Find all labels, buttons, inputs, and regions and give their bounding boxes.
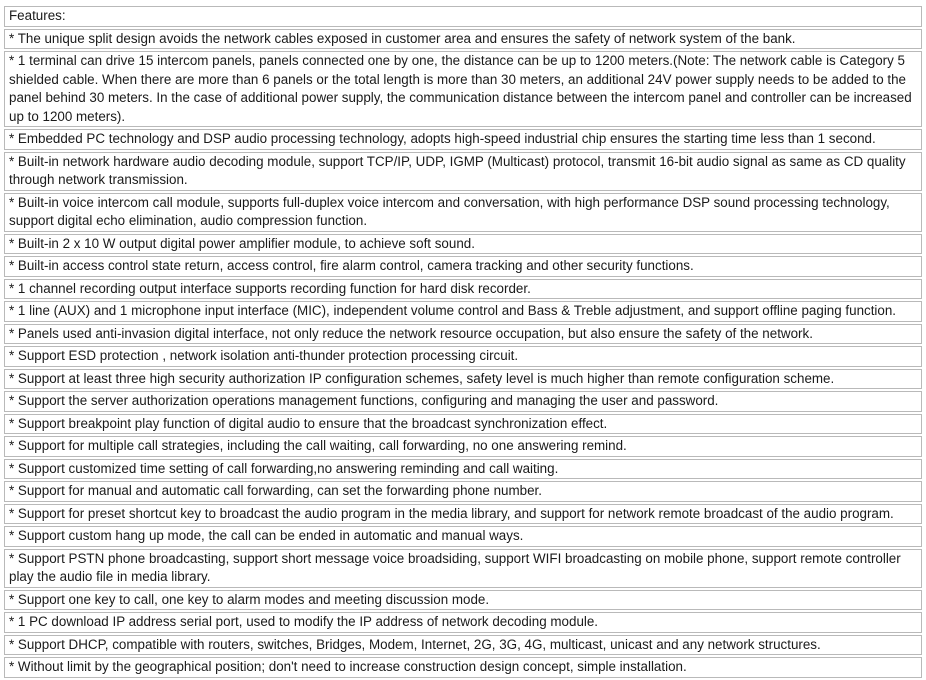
table-row — [4, 436, 922, 457]
feature-cell: * Support customized time setting of call forwarding,no answering reminding and call waiting. — [4, 459, 922, 480]
table-row — [4, 657, 922, 678]
table-row — [4, 324, 922, 345]
feature-cell: * Embedded PC technology and DSP audio processing technology, adopts high-speed industrial chip ensures the starting time less than 1 second. — [4, 129, 922, 150]
feature-cell: * Panels used anti-invasion digital interface, not only reduce the network resource occupation, but also ensure the safety of the network. — [4, 324, 922, 345]
feature-cell: * Support at least three high security authorization IP configuration schemes, safety level is much higher than remote configuration scheme. — [4, 369, 922, 390]
features-heading: Features: — [4, 6, 922, 27]
table-row — [4, 152, 922, 191]
table-row — [4, 301, 922, 322]
feature-cell: * Support PSTN phone broadcasting, support short message voice broadsiding, support WIFI broadcasting on mobile phone, support remote controller play the audio file in media library. — [4, 549, 922, 588]
table-row — [4, 549, 922, 588]
table-row — [4, 234, 922, 255]
feature-cell: * 1 line (AUX) and 1 microphone input interface (MIC), independent volume control and Bass & Treble adjustment, and support offline paging function. — [4, 301, 922, 322]
table-row — [4, 414, 922, 435]
table-row — [4, 526, 922, 547]
table-row — [4, 256, 922, 277]
feature-cell: * 1 PC download IP address serial port, used to modify the IP address of network decoding module. — [4, 612, 922, 633]
feature-cell: * Built-in access control state return, access control, fire alarm control, camera tracking and other security functions. — [4, 256, 922, 277]
table-row — [4, 459, 922, 480]
feature-cell: * 1 channel recording output interface supports recording function for hard disk recorder. — [4, 279, 922, 300]
table-row — [4, 279, 922, 300]
table-row — [4, 481, 922, 502]
feature-cell: * Support the server authorization operations management functions, configuring and managing the user and password. — [4, 391, 922, 412]
table-row — [4, 369, 922, 390]
feature-cell: * Support DHCP, compatible with routers, switches, Bridges, Modem, Internet, 2G, 3G, 4G, multicast, unicast and any network structures. — [4, 635, 922, 656]
feature-cell: * Support breakpoint play function of digital audio to ensure that the broadcast synchronization effect. — [4, 414, 922, 435]
table-row — [4, 29, 922, 50]
table-row — [4, 346, 922, 367]
table-row — [4, 51, 922, 127]
table-row — [4, 504, 922, 525]
table-row — [4, 193, 922, 232]
table-row — [4, 6, 922, 27]
feature-cell: * Support for multiple call strategies, including the call waiting, call forwarding, no one answering remind. — [4, 436, 922, 457]
table-row — [4, 391, 922, 412]
feature-cell: * 1 terminal can drive 15 intercom panels, panels connected one by one, the distance can be up to 1200 meters.(Note: The network cable is Category 5 shielded cable. When there are more than 6 panels or the total length is more than 30 meters, an additional 24V power supply needs to be added to the panel behind 30 meters. In the case of additional power supply, the communication distance between the intercom panel and controller can be increased up to 1200 meters). — [4, 51, 922, 127]
feature-cell: * Support for preset shortcut key to broadcast the audio program in the media library, and support for network remote broadcast of the audio program. — [4, 504, 922, 525]
features-table-body — [4, 6, 922, 678]
feature-cell: * Without limit by the geographical position; don't need to increase construction design concept, simple installation. — [4, 657, 922, 678]
feature-cell: * Support ESD protection , network isolation anti-thunder protection processing circuit. — [4, 346, 922, 367]
feature-cell: * Support for manual and automatic call forwarding, can set the forwarding phone number. — [4, 481, 922, 502]
feature-cell: * Built-in 2 x 10 W output digital power amplifier module, to achieve soft sound. — [4, 234, 922, 255]
table-row — [4, 129, 922, 150]
feature-cell: * Built-in network hardware audio decoding module, support TCP/IP, UDP, IGMP (Multicast) protocol, transmit 16-bit audio signal as same as CD quality through network transmission. — [4, 152, 922, 191]
table-row — [4, 590, 922, 611]
table-row — [4, 612, 922, 633]
feature-cell: * The unique split design avoids the network cables exposed in customer area and ensures the safety of network system of the bank. — [4, 29, 922, 50]
feature-cell: * Support one key to call, one key to alarm modes and meeting discussion mode. — [4, 590, 922, 611]
feature-cell: * Built-in voice intercom call module, supports full-duplex voice intercom and conversation, with high performance DSP sound processing technology, support digital echo elimination, audio compression function. — [4, 193, 922, 232]
features-table — [4, 4, 922, 680]
feature-cell: * Support custom hang up mode, the call can be ended in automatic and manual ways. — [4, 526, 922, 547]
table-row — [4, 635, 922, 656]
